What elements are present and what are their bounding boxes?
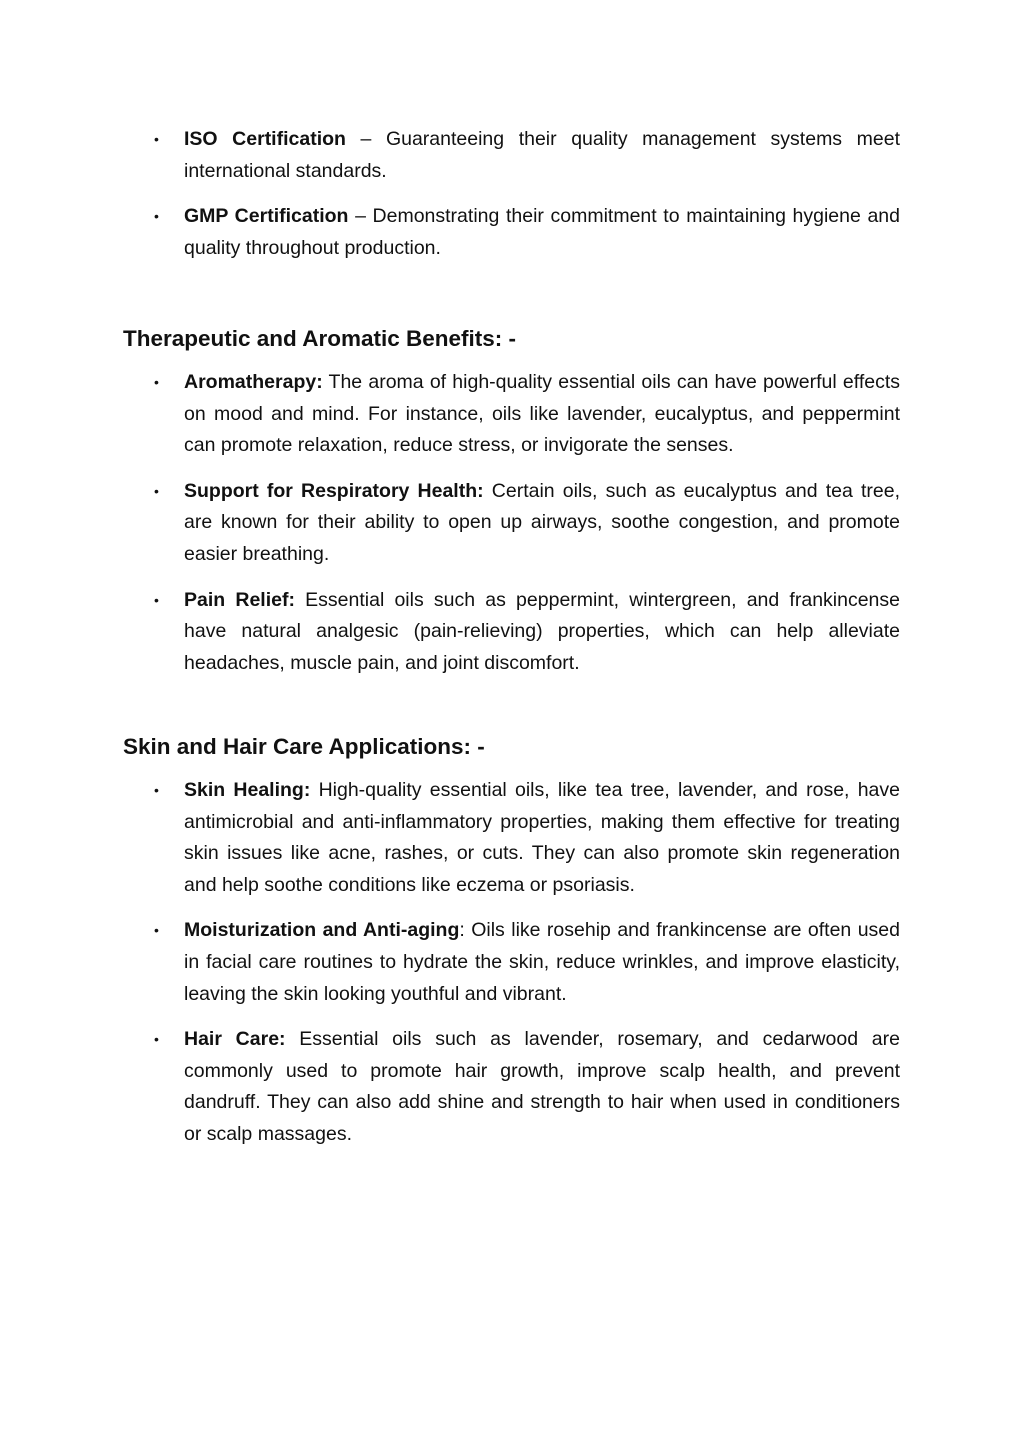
item-title: ISO Certification — [184, 128, 346, 150]
item-text: Essential oils such as lavender, rosemary, and cedarwood are commonly used to promote hair growth, improve scalp health, and prevent dandruff. They can also add shine and strength to hair when used in conditioners or scalp massages. — [184, 1028, 900, 1145]
item-title: Moisturization and Anti-aging — [184, 919, 460, 942]
therapeutic-list — [154, 367, 900, 679]
bullet-icon: • — [154, 208, 159, 225]
bullet-icon: • — [154, 374, 159, 390]
bullet-icon: • — [154, 131, 159, 147]
list-item — [154, 1024, 900, 1150]
bullet-icon: • — [154, 482, 159, 499]
bullet-icon: • — [154, 1031, 159, 1048]
item-text: Essential oils such as peppermint, wintergreen, and frankincense have natural analgesic (pain-relieving) properties, which can help alleviate headaches, muscle pain, and joint discomfort. — [184, 588, 900, 674]
item-title: Aromatherapy: — [184, 371, 323, 393]
item-text: The aroma of high-quality essential oils can have powerful effects on mood and mind. For instance, oils like lavender, eucalyptus, and peppermint can promote relaxation, reduce stress, or invigorate the senses. — [184, 371, 900, 457]
skin-hair-list — [154, 775, 900, 1151]
list-item — [154, 367, 900, 462]
item-title: Hair Care: — [184, 1028, 286, 1051]
list-item — [154, 915, 900, 1010]
list-item — [154, 476, 900, 571]
list-item — [154, 201, 900, 264]
item-text: High-quality essential oils, like tea tree, lavender, and rose, have antimicrobial and anti-inflammatory properties, making them effective for treating skin issues like acne, rashes, or cuts. They can also promote skin regeneration and help soothe conditions like eczema or psoriasis. — [184, 779, 900, 896]
list-item — [154, 775, 900, 901]
bullet-icon: • — [154, 782, 159, 798]
item-title: Support for Respiratory Health: — [184, 479, 484, 502]
item-text: – Demonstrating their commitment to maintaining hygiene and quality throughout production. — [184, 205, 900, 259]
item-title: GMP Certification — [184, 205, 349, 228]
item-title: Skin Healing: — [184, 779, 311, 801]
certification-list — [154, 124, 900, 264]
item-text: : Oils like rosehip and frankincense are often used in facial care routines to hydrate the skin, reduce wrinkles, and improve elasticity, leaving the skin looking youthful and vibrant. — [184, 919, 900, 1005]
item-title: Pain Relief: — [184, 588, 295, 611]
list-item — [154, 585, 900, 680]
bullet-icon: • — [154, 591, 159, 608]
item-text: Certain oils, such as eucalyptus and tea tree, are known for their ability to open up airways, soothe congestion, and promote easier breathing. — [184, 479, 900, 565]
section-heading-therapeutic: Therapeutic and Aromatic Benefits: - — [123, 326, 516, 351]
section-heading-skin-hair: Skin and Hair Care Applications: - — [123, 734, 485, 759]
list-item — [154, 124, 900, 187]
item-text: – Guaranteeing their quality management systems meet international standards. — [184, 128, 900, 182]
bullet-icon: • — [154, 922, 159, 939]
